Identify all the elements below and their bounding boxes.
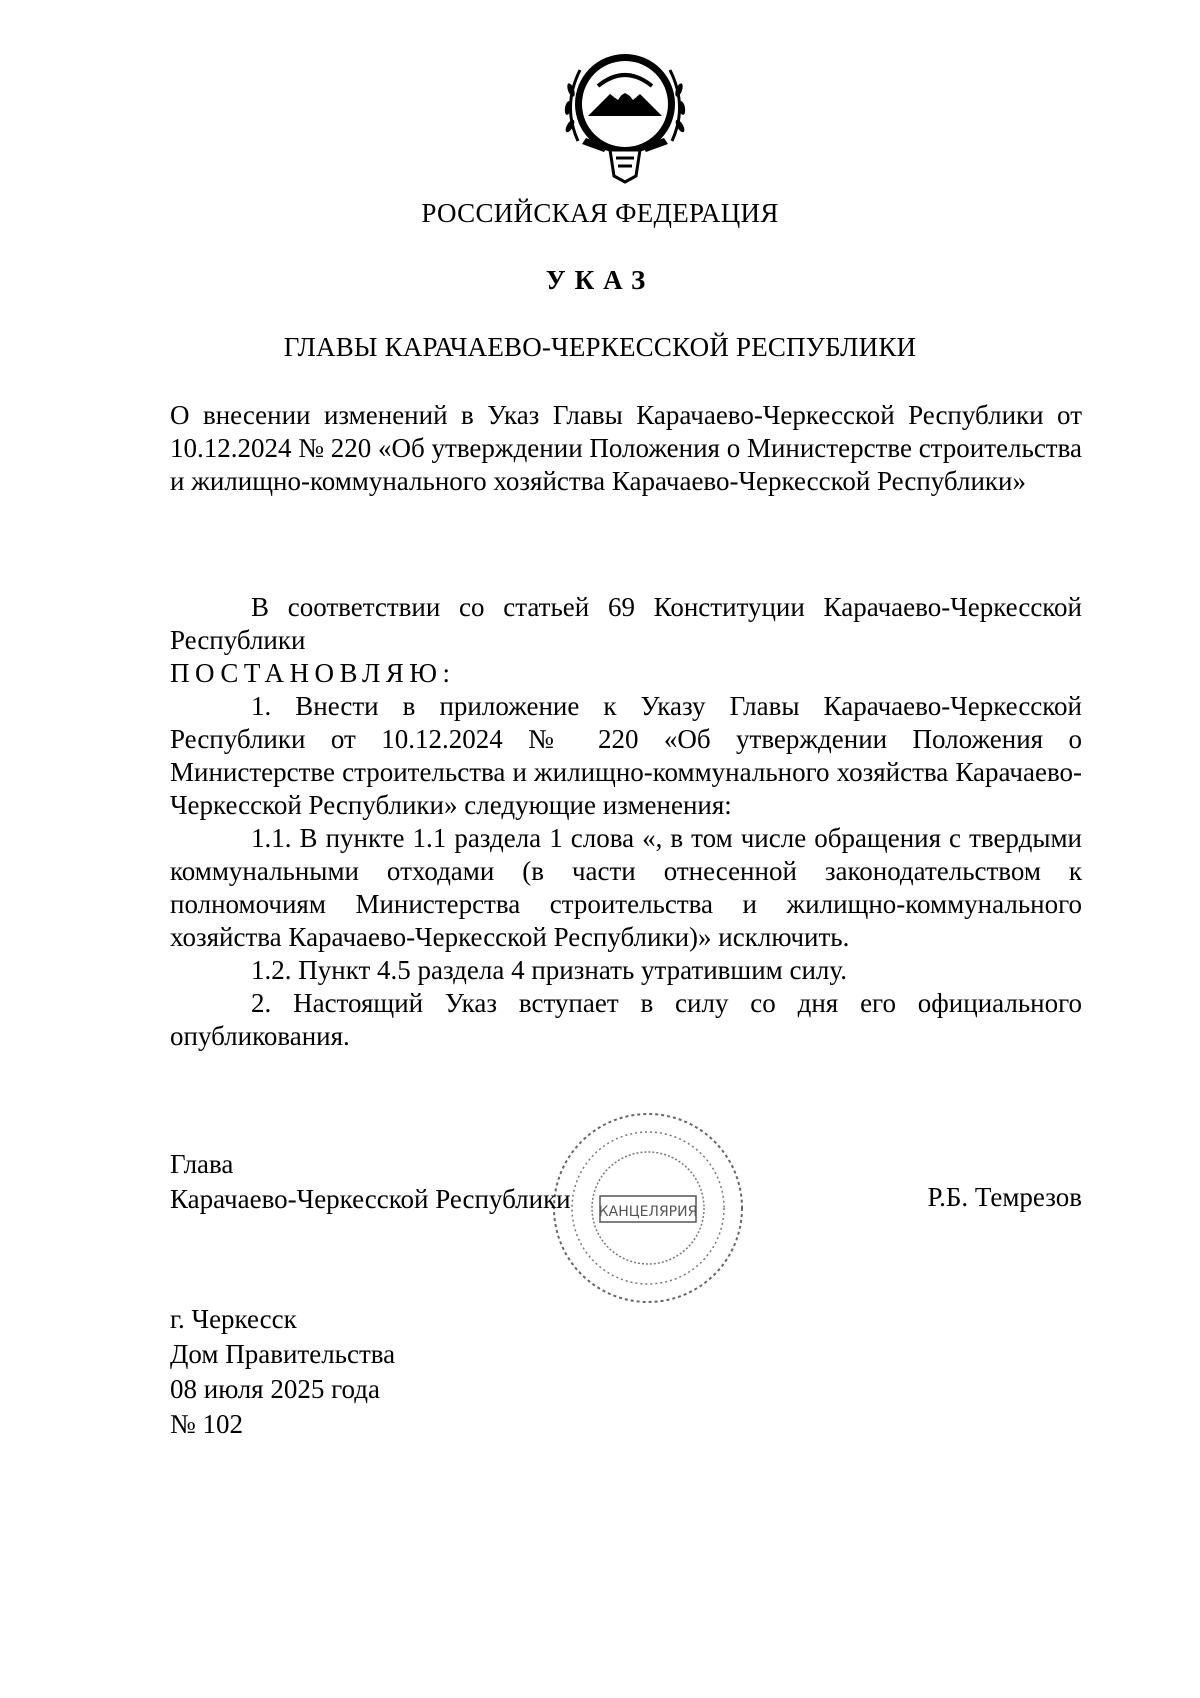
official-stamp-seal [548,1108,748,1308]
place-and-date-block [170,1302,395,1442]
item-2-paragraph: 2. Настоящий Указ вступает в силу со дня его официального опубликования. [170,988,1082,1051]
decree-number: № 102 [170,1409,244,1439]
authority-heading: ГЛАВЫ КАРАЧАЕВО-ЧЕРКЕССКОЙ РЕСПУБЛИКИ [283,332,917,362]
document-type-heading: УКАЗ [545,265,655,295]
signature-position [170,1147,571,1217]
signature-position-line1: Глава [170,1149,234,1179]
item-1-paragraph: 1. Внести в приложение к Указу Главы Карачаево-Черкесской Республики от 10.12.2024 № 220 «Об утверждении Положения о Министерстве строительства и жилищно-коммунального хозяйства Карачаево-Черкесской Республики» следующие изменения: [170,691,1082,820]
coat-of-arms-emblem-icon [558,46,692,186]
document-title: О внесении изменений в Указ Главы Карачаево-Черкесской Республики от 10.12.2024 № 220 «Об утверждении Положения о Министерстве строительства и жилищно-коммунального хозяйства Карачаево-Черкесской Республики» [170,400,1082,496]
item-1-1-paragraph: 1.1. В пункте 1.1 раздела 1 слова «, в том числе обращения с твердыми коммунальными отходами (в части отнесенной законодательством к полномочиям Министерства строительства и жилищно-коммунального хозяйства Карачаево-Черкесской Республики)» исключить. [170,823,1082,952]
document-body [170,591,1082,1053]
stamp-label: КАНЦЕЛЯРИЯ [598,1204,698,1220]
signature-position-line2: Карачаево-Черкесской Республики [170,1184,571,1214]
resolve-line: ПОСТАНОВЛЯЮ: [170,658,456,688]
item-1-2-paragraph: 1.2. Пункт 4.5 раздела 4 признать утратившим силу. [251,955,847,985]
preamble-paragraph: В соответствии со статьей 69 Конституции Карачаево-Черкесской Республики [170,592,1082,655]
city: г. Черкесск [170,1304,297,1334]
building: Дом Правительства [170,1339,396,1369]
signatory-name: Р.Б. Темрезов [927,1182,1082,1212]
country-heading: РОССИЙСКАЯ ФЕДЕРАЦИЯ [421,198,779,228]
decree-date: 08 июля 2025 года [170,1374,380,1404]
